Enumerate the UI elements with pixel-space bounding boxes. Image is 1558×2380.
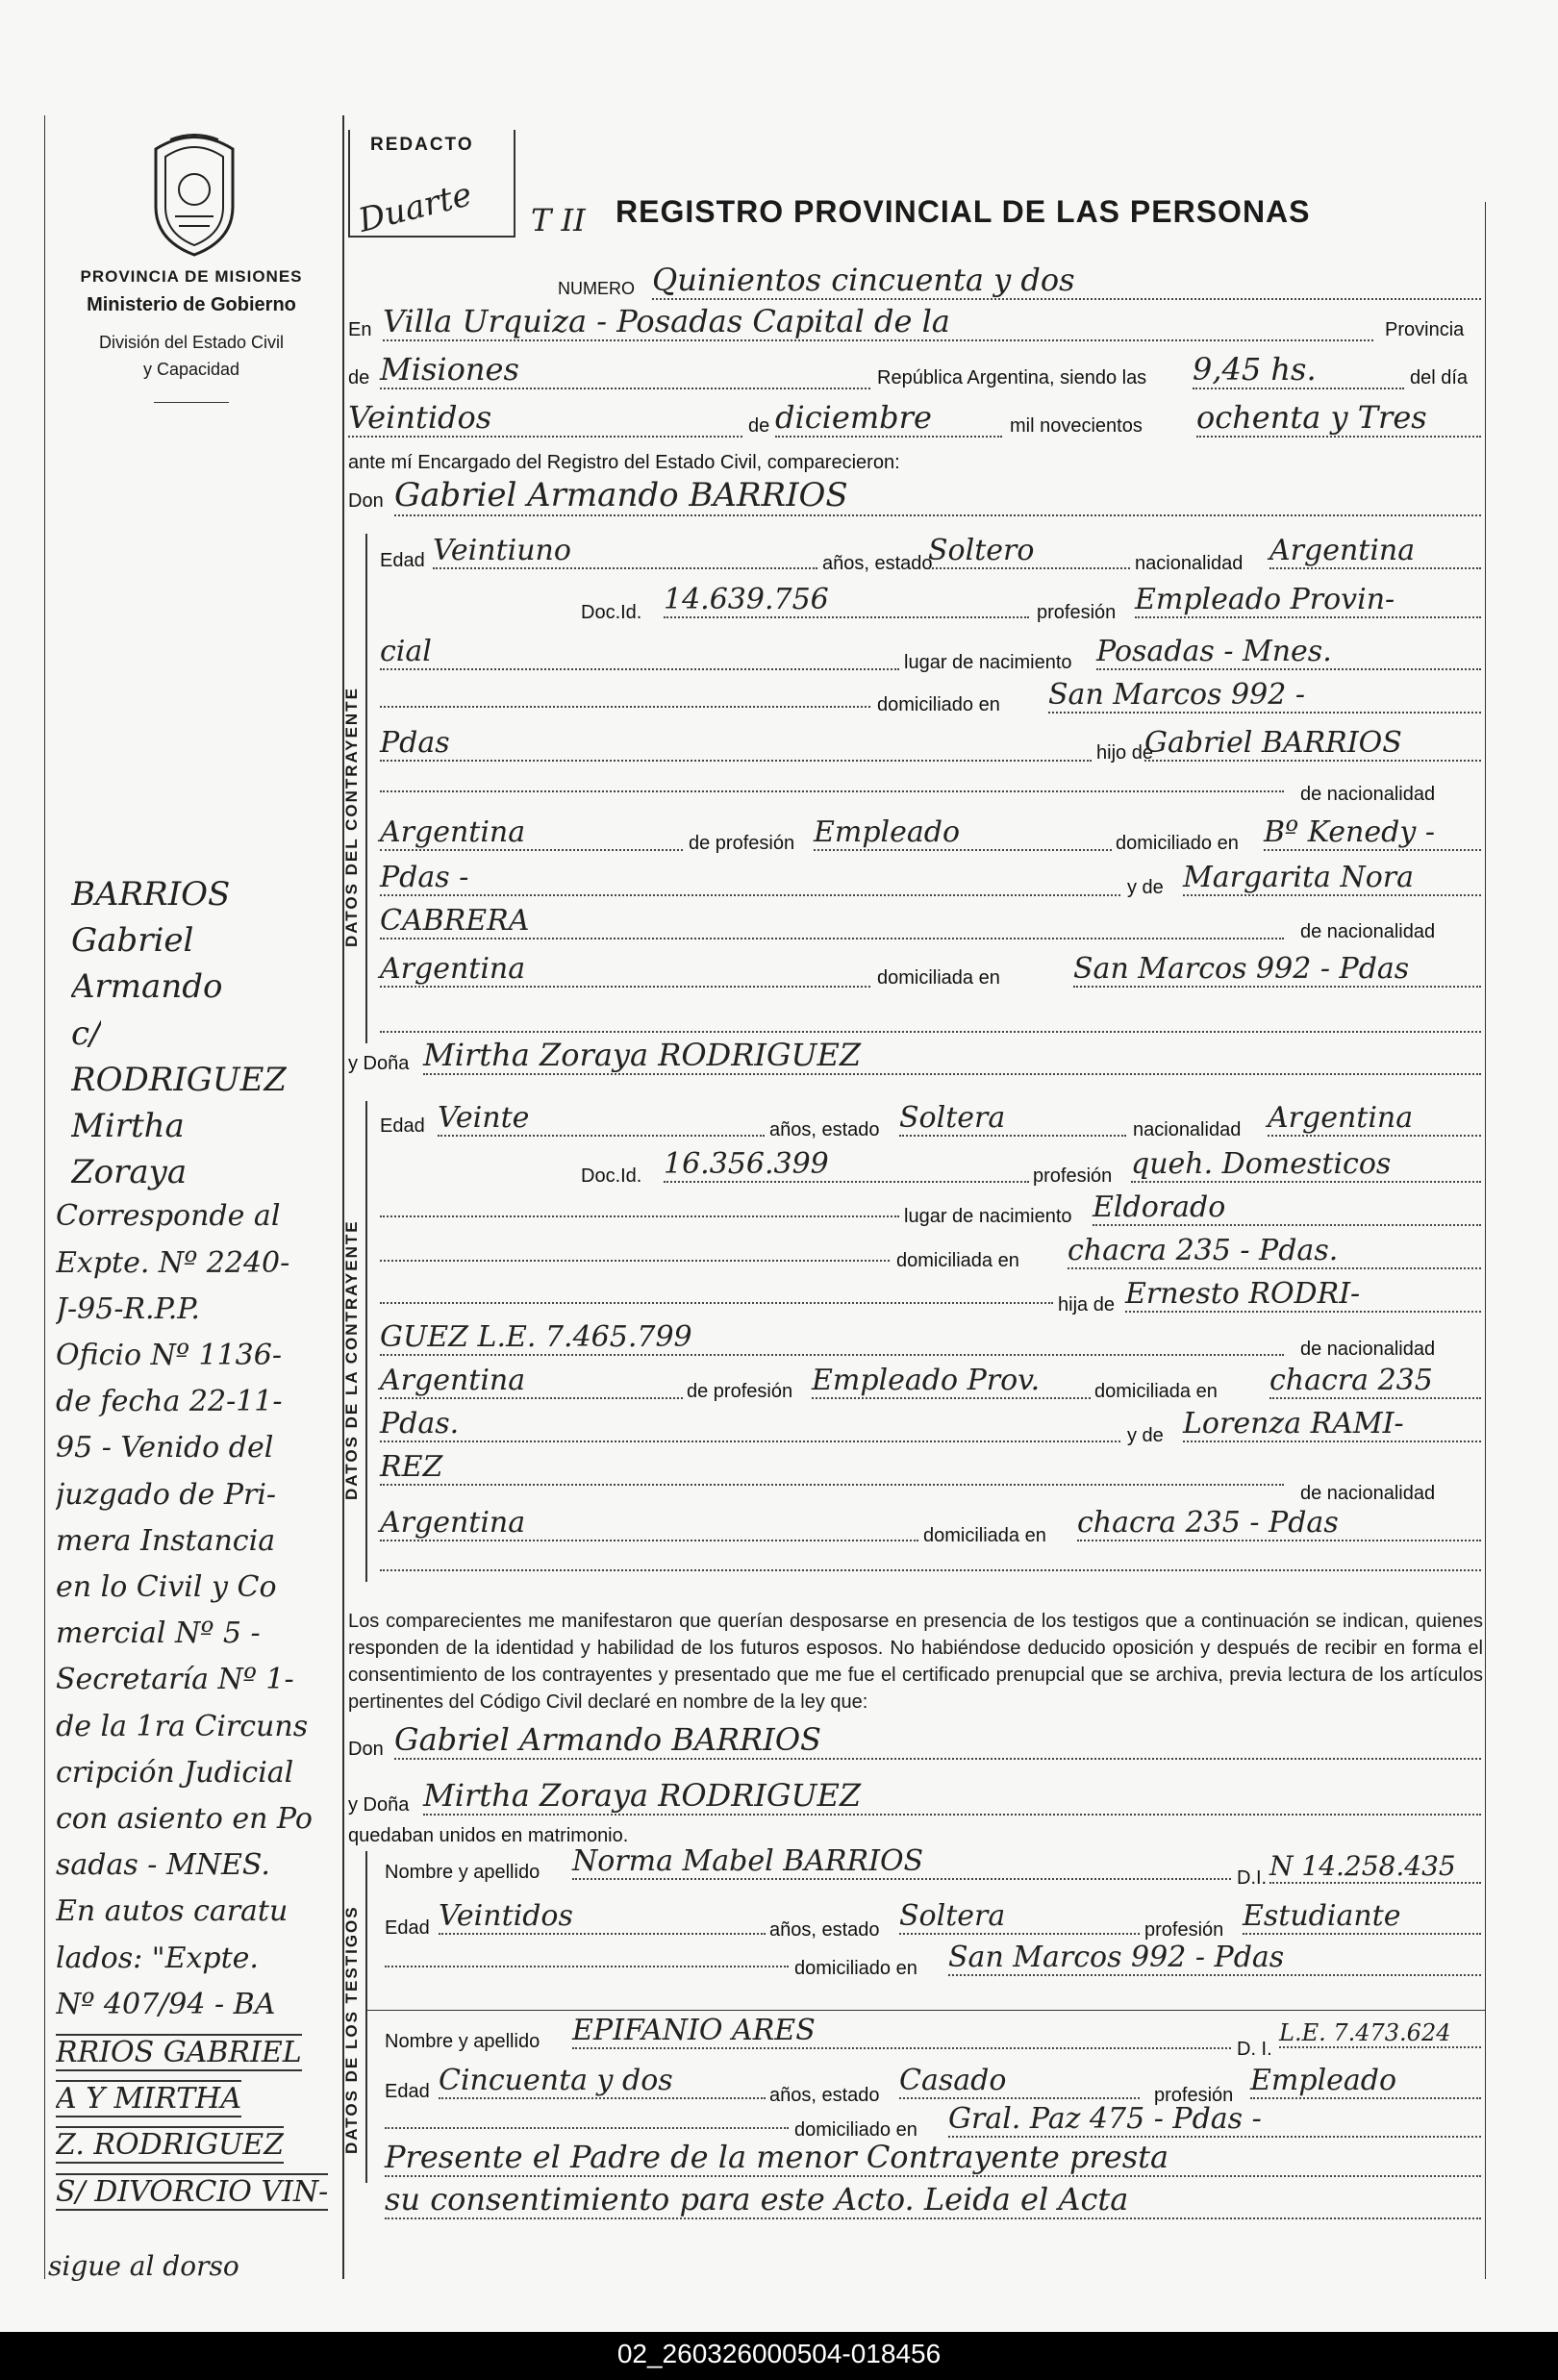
contrayente-profesion-1: Empleado Provin-: [1135, 583, 1481, 618]
contrayenta-doc: 16.356.399: [664, 1147, 1029, 1183]
blank-line: [385, 1952, 789, 1967]
madre-nombre-1: Lorenza RAMI-: [1183, 1407, 1481, 1442]
madre-nombre-1: Margarita Nora: [1183, 861, 1481, 896]
anio-value: ochenta y Tres: [1196, 399, 1481, 438]
testigo-1-estado: Soltera: [899, 1899, 1140, 1935]
blank-line: [380, 1246, 890, 1262]
margin-note-line: BARRIOS: [71, 875, 231, 914]
padre-nacionalidad: Argentina: [380, 1364, 683, 1399]
profesion-label: profesión: [1154, 2085, 1234, 2106]
testigo-2-doc: L.E. 7.473.624: [1279, 2019, 1481, 2048]
testigo-1-edad: Veintidos: [439, 1899, 766, 1935]
edad-label: Edad: [380, 1115, 425, 1137]
contrayenta-padre-1: Ernesto RODRI-: [1125, 1277, 1481, 1313]
madre-nacionalidad: Argentina: [380, 952, 870, 988]
edad-label: Edad: [380, 550, 425, 571]
madre-dom-label: domiciliada en: [877, 967, 1000, 989]
padre-profesion: Empleado Prov.: [812, 1364, 1091, 1399]
dia-value: Veintidos: [348, 399, 742, 438]
margin-note-line: En autos caratu: [56, 1894, 289, 1929]
madre-domicilio: chacra 235 - Pdas: [1077, 1506, 1481, 1541]
t1-doc-label: D.I.: [1237, 1867, 1268, 1889]
margin-note-line: mera Instancia: [56, 1523, 276, 1558]
declaracion-dona: Mirtha Zoraya RODRIGUEZ: [423, 1777, 1481, 1816]
contrayenta-side-label: DATOS DE LA CONTRAYENTE: [342, 1219, 361, 1500]
de-nacionalidad-label: de nacionalidad: [1300, 1483, 1436, 1504]
margin-note-line: Expte. Nº 2240-: [56, 1245, 290, 1280]
hora-value: 9,45 hs.: [1193, 351, 1404, 389]
margin-note-line: Nº 407/94 - BA: [56, 1987, 276, 2021]
contrayenta-lugar-nac: Eldorado: [1093, 1190, 1481, 1226]
don-label: Don: [348, 1739, 384, 1760]
contrayente-domicilio-1: San Marcos 992 -: [1048, 678, 1481, 714]
continuation-line-1: Presente el Padre de la menor Contrayente presta: [385, 2139, 1481, 2177]
madre-domicilio: San Marcos 992 - Pdas: [1073, 952, 1481, 988]
declaration-text: Los comparecientes me manifestaron que querían desposarse en presencia de los testigos que a continuación se indican, quienes responden de la identidad y habilidad de los futuros esposos. No habiéndose deducido oposición y después de recibir en forma el consentimiento de los contrayentes y presentado que me fue el certificado prenupcial que se archiva, previa lectura de los artículos pertinentes del Código Civil declaré en nombre de la ley que:: [348, 1611, 1483, 1713]
testigo-1-profesion: Estudiante: [1243, 1899, 1481, 1935]
contrayente-estado: Soltero: [928, 534, 1130, 569]
blank-line: [380, 692, 870, 708]
margin-note-line: Z. RODRIGUEZ: [56, 2128, 285, 2163]
domiciliado-label: domiciliado en: [877, 694, 1000, 715]
contrayenta-padre-2: GUEZ L.E. 7.465.799: [380, 1320, 1284, 1356]
contrayenta-edad: Veinte: [438, 1101, 765, 1137]
contrayenta-block-rule: [365, 1101, 367, 1582]
profesion-label: profesión: [1037, 602, 1117, 623]
contrayente-nacionalidad: Argentina: [1269, 534, 1481, 569]
continuation-line-2: su consentimiento para este Acto. Leida el Acta: [385, 2181, 1481, 2219]
nombre-label: Nombre y apellido: [385, 2031, 540, 2052]
lugar-value: Villa Urquiza - Posadas Capital de la: [383, 303, 1373, 341]
contrayente-profesion-2: cial: [380, 635, 899, 670]
testigo-2-estado: Casado: [899, 2064, 1140, 2099]
province-name: PROVINCIA DE MISIONES: [80, 267, 303, 286]
contrayente-block-rule: [365, 534, 367, 1043]
dona-value: Mirtha Zoraya RODRIGUEZ: [423, 1037, 1481, 1075]
margin-note-line: lados: "Expte.: [56, 1941, 259, 1975]
blank-line: [380, 777, 1284, 792]
profesion-label: profesión: [1033, 1165, 1113, 1187]
document-code: 02_260326000504-018456: [616, 2339, 942, 2368]
margin-note-line: A Y MIRTHA: [56, 2082, 242, 2117]
margin-note-line: Mirtha: [71, 1107, 185, 1145]
contrayenta-profesion: queh. Domesticos: [1131, 1147, 1481, 1183]
profesion-label: profesión: [1144, 1919, 1224, 1941]
blank-line: [385, 2114, 789, 2129]
margin-note-line: cripción Judicial: [56, 1755, 294, 1790]
contrayente-edad: Veintiuno: [433, 534, 817, 569]
margin-note-line: Corresponde al: [56, 1199, 281, 1234]
madre-nombre-2: REZ: [380, 1450, 1284, 1486]
tomo-number: T II: [531, 202, 586, 238]
testigos-divider: [365, 2010, 1485, 2011]
nombre-label: Nombre y apellido: [385, 1862, 540, 1883]
nacionalidad-label: nacionalidad: [1133, 1119, 1242, 1140]
margin-note-line: Secretaría Nº 1-: [56, 1663, 294, 1697]
provincia-value: Misiones: [380, 351, 870, 389]
madre-dom-label: domiciliada en: [923, 1525, 1046, 1546]
testigos-side-label: DATOS DE LOS TESTIGOS: [342, 1905, 361, 2154]
margin-note-line: sadas - MNES.: [56, 1848, 270, 1883]
blank-line: [380, 1289, 1053, 1304]
margin-note-line: RRIOS GABRIEL: [56, 2036, 302, 2069]
hija-label: hija de: [1058, 1294, 1115, 1315]
ante-text: ante mí Encargado del Registro del Estado Civil, comparecieron:: [348, 452, 900, 473]
dona-label: y Doña: [348, 1053, 410, 1074]
de-label: de: [348, 367, 370, 388]
edad-label: Edad: [385, 2081, 430, 2102]
padre-domicilio-2: Pdas.: [380, 1407, 1120, 1442]
margin-note-line: mercial Nº 5 -: [56, 1616, 261, 1651]
redacto-value: Duarte: [354, 175, 476, 240]
contrayente-side-label: DATOS DEL CONTRAYENTE: [342, 687, 361, 947]
padre-domicilio-1: chacra 235: [1269, 1364, 1481, 1399]
de-nacionalidad-label: de nacionalidad: [1300, 1339, 1436, 1360]
padre-nacionalidad: Argentina: [380, 815, 683, 851]
anos-estado-label: años, estado: [822, 553, 933, 574]
de-label-2: de: [748, 415, 770, 437]
don-label: Don: [348, 490, 384, 512]
de-nacionalidad-label: de nacionalidad: [1300, 921, 1436, 942]
left-margin-rule: [44, 115, 45, 2279]
margin-note-line: Oficio Nº 1136-: [56, 1339, 282, 1372]
testigo-2-domicilio: Gral. Paz 475 - Pdas -: [948, 2102, 1481, 2138]
provincia-label: Provincia: [1385, 319, 1465, 340]
anos-estado-label: años, estado: [769, 1919, 880, 1941]
contrayenta-estado: Soltera: [899, 1101, 1126, 1137]
y-de-label: y de: [1127, 877, 1164, 898]
padre-dom-label: domiciliado en: [1116, 833, 1239, 854]
en-label: En: [348, 319, 372, 340]
hijo-label: hijo de: [1096, 742, 1153, 764]
margin-note-line: de la 1ra Circuns: [56, 1709, 309, 1743]
testigos-block-rule: [365, 1851, 367, 2183]
mil-label: mil novecientos: [1010, 415, 1143, 437]
provincial-seal-icon: [137, 130, 252, 260]
testigo-2-nombre: EPIFANIO ARES: [572, 2014, 1231, 2049]
margin-note-line: c/: [71, 1014, 101, 1053]
testigo-1-nombre: Norma Mabel BARRIOS: [572, 1844, 1231, 1880]
contrayenta-domicilio: chacra 235 - Pdas.: [1068, 1234, 1481, 1269]
numero-label: NUMERO: [558, 279, 635, 298]
padre-domicilio-2: Pdas -: [380, 861, 1120, 896]
nacionalidad-label: nacionalidad: [1135, 553, 1244, 574]
de-nacionalidad-label: de nacionalidad: [1300, 784, 1436, 805]
declaracion-don: Gabriel Armando BARRIOS: [394, 1721, 1481, 1760]
redacto-label: REDACTO: [370, 135, 474, 155]
doc-label: Doc.Id.: [581, 1165, 642, 1187]
margin-footer: sigue al dorso: [48, 2250, 239, 2282]
margin-note-line: en lo Civil y Co: [56, 1570, 277, 1604]
contrayente-doc: 14.639.756: [664, 583, 1029, 618]
margin-note-line: 95 - Venido del: [56, 1431, 274, 1466]
blank-line: [380, 1202, 899, 1217]
testigo-2-edad: Cincuenta y dos: [439, 2064, 766, 2099]
edad-label: Edad: [385, 1917, 430, 1939]
margin-note-line: con asiento en Po: [56, 1802, 313, 1836]
contrayente-domicilio-2: Pdas: [380, 726, 1092, 762]
de-profesion-label: de profesión: [687, 1381, 793, 1402]
page-title: REGISTRO PROVINCIAL DE LAS PERSONAS: [616, 194, 1311, 229]
margin-note-line: de fecha 22-11-: [56, 1385, 283, 1419]
margin-note-line: juzgado de Pri-: [56, 1477, 277, 1512]
contrayenta-nacionalidad: Argentina: [1268, 1101, 1481, 1137]
madre-nombre-2: CABRERA: [380, 904, 1284, 939]
testigo-1-doc: N 14.258.435: [1269, 1850, 1481, 1884]
y-de-label: y de: [1127, 1425, 1164, 1446]
domiciliado-label: domiciliado en: [794, 2119, 917, 2141]
division-name-1: División del Estado Civil: [98, 333, 285, 352]
blank-line: [380, 1017, 1481, 1033]
domiciliada-label: domiciliada en: [896, 1250, 1019, 1271]
contrayente-lugar-nac: Posadas - Mnes.: [1096, 635, 1481, 670]
lugar-nac-label: lugar de nacimiento: [904, 1206, 1072, 1227]
quedaban-text: quedaban unidos en matrimonio.: [348, 1825, 629, 1846]
don-value: Gabriel Armando BARRIOS: [394, 476, 1481, 516]
dona-label: y Doña: [348, 1794, 410, 1816]
testigo-1-domicilio: San Marcos 992 - Pdas: [948, 1941, 1481, 1976]
blank-line: [380, 1556, 1481, 1571]
anos-estado-label: años, estado: [769, 2085, 880, 2106]
margin-note-line: RODRIGUEZ: [71, 1060, 288, 1099]
margin-note-line: Zoraya: [71, 1153, 188, 1192]
de-profesion-label: de profesión: [689, 833, 795, 854]
del-dia-label: del día: [1410, 367, 1469, 388]
ministry-name: Ministerio de Gobierno: [87, 294, 296, 315]
madre-nacionalidad: Argentina: [380, 1506, 918, 1541]
anos-estado-label: años, estado: [769, 1119, 880, 1140]
right-margin-rule: [1485, 202, 1486, 2279]
margin-note-line: Armando: [71, 967, 223, 1007]
contrayente-padre: Gabriel BARRIOS: [1144, 726, 1481, 762]
division-name-2: y Capacidad: [142, 360, 240, 379]
lugar-nac-label: lugar de nacimiento: [904, 652, 1072, 673]
numero-value: Quinientos cincuenta y dos: [652, 262, 1481, 300]
doc-label: Doc.Id.: [581, 602, 642, 623]
republica-text: República Argentina, siendo las: [877, 367, 1147, 388]
testigo-2-profesion: Empleado: [1250, 2064, 1481, 2099]
t2-doc-label: D. I.: [1237, 2039, 1272, 2060]
divider: [154, 402, 229, 403]
margin-note-line: S/ DIVORCIO VIN-: [56, 2174, 329, 2209]
padre-domicilio-1: Bº Kenedy -: [1264, 815, 1481, 851]
padre-dom-label: domiciliada en: [1094, 1381, 1218, 1402]
margin-note-line: Gabriel: [71, 921, 194, 961]
domiciliado-label: domiciliado en: [794, 1958, 917, 1979]
mes-value: diciembre: [775, 399, 1002, 438]
padre-profesion: Empleado: [814, 815, 1112, 851]
margin-note-line: J-95-R.P.P.: [56, 1291, 200, 1326]
